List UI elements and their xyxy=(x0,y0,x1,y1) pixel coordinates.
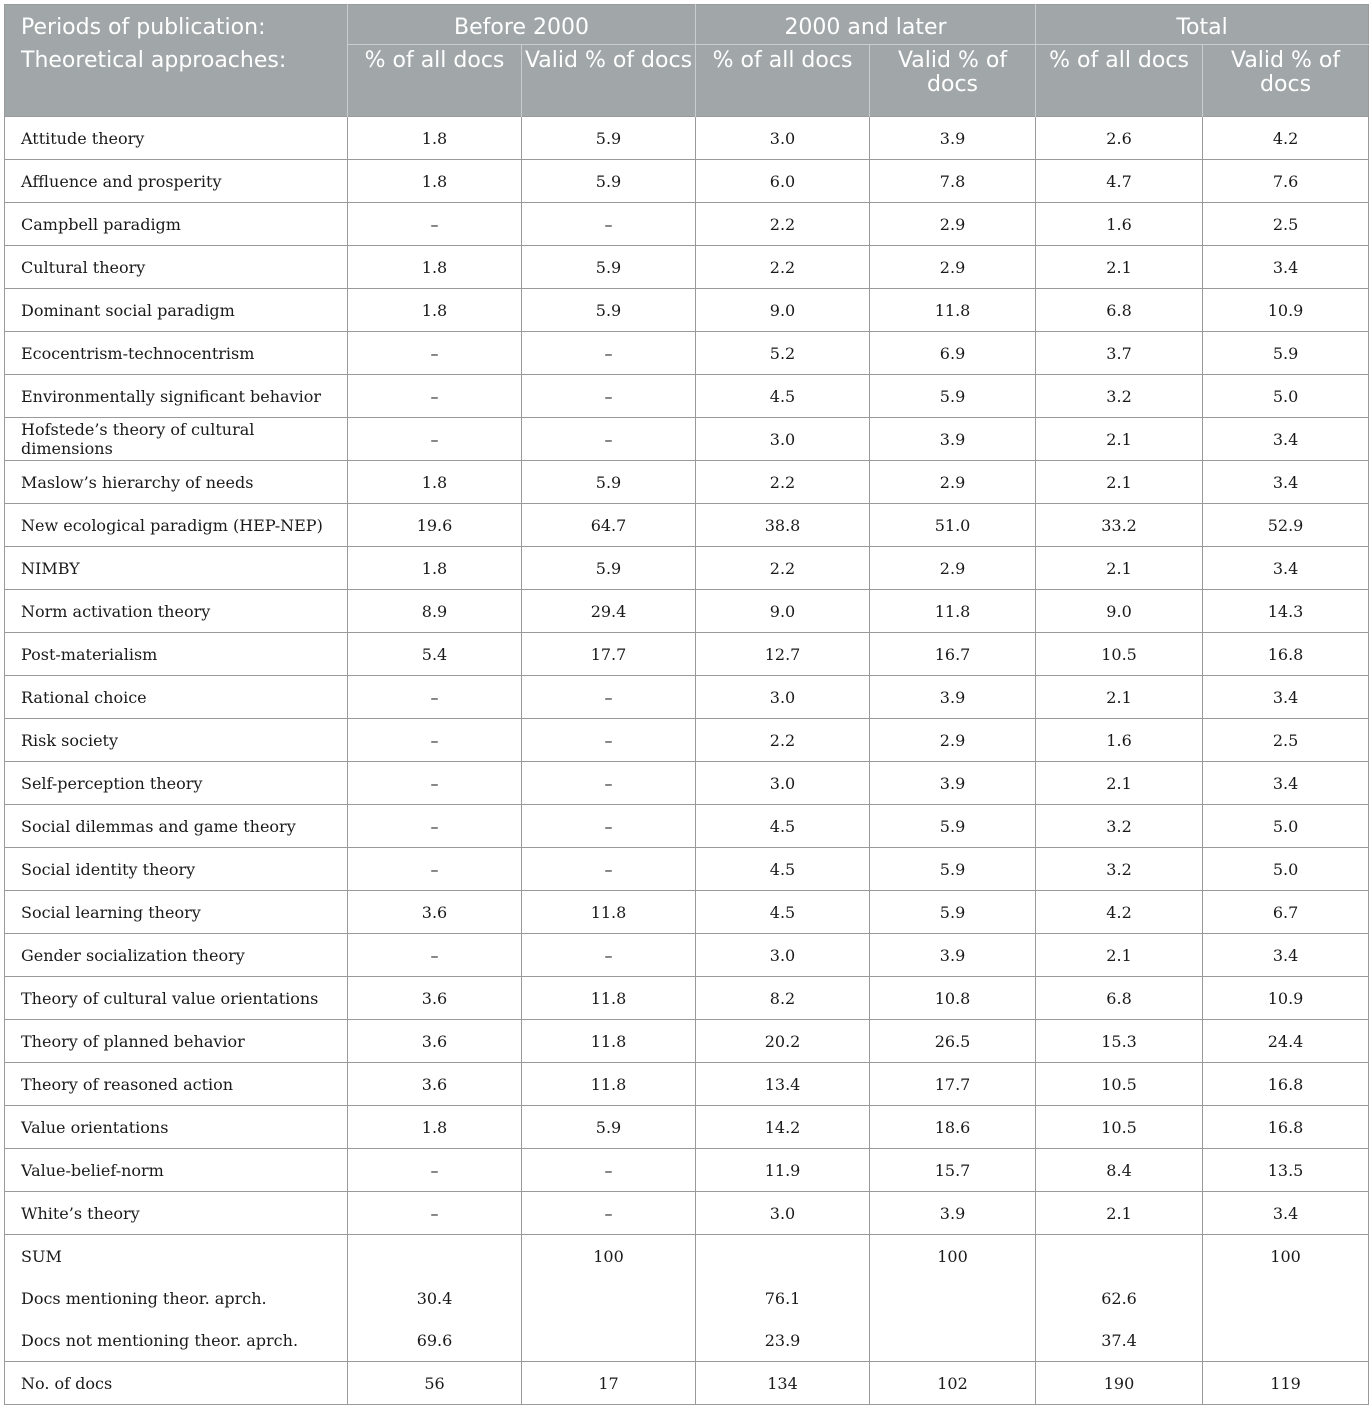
subheader-later-valid: Valid % of docs xyxy=(870,45,1036,117)
row-value: 17 xyxy=(522,1362,696,1405)
row-value: 4.5 xyxy=(696,848,870,891)
table-row xyxy=(5,1106,1369,1149)
table-row xyxy=(5,848,1369,891)
row-value: 10.8 xyxy=(870,977,1036,1020)
row-value: 3.2 xyxy=(1036,375,1203,418)
row-label: Theory of reasoned action xyxy=(5,1063,348,1106)
row-value: 11.8 xyxy=(522,1063,696,1106)
row-value: 26.5 xyxy=(870,1020,1036,1063)
row-value: 2.5 xyxy=(1203,719,1369,762)
row-value: 14.3 xyxy=(1203,590,1369,633)
subheader-before-all: % of all docs xyxy=(348,45,522,117)
table-row xyxy=(5,977,1369,1020)
row-value: 11.8 xyxy=(870,289,1036,332)
row-value: 5.9 xyxy=(870,848,1036,891)
row-value: – xyxy=(522,848,696,891)
row-value: 16.8 xyxy=(1203,633,1369,676)
row-value: 5.9 xyxy=(522,117,696,160)
row-value: 37.4 xyxy=(1036,1320,1203,1362)
row-value: 119 xyxy=(1203,1362,1369,1405)
approaches-label: Theoretical approaches: xyxy=(5,45,348,117)
row-value: 3.7 xyxy=(1036,332,1203,375)
row-value: – xyxy=(348,719,522,762)
row-label: New ecological paradigm (HEP-NEP) xyxy=(5,504,348,547)
row-value: – xyxy=(348,848,522,891)
row-label: Hofstede’s theory of cultural dimensions xyxy=(5,418,348,461)
row-value: 10.5 xyxy=(1036,633,1203,676)
row-value: 5.0 xyxy=(1203,848,1369,891)
row-value: 8.2 xyxy=(696,977,870,1020)
row-value: 2.2 xyxy=(696,719,870,762)
row-value: – xyxy=(348,762,522,805)
row-label: Cultural theory xyxy=(5,246,348,289)
table-row xyxy=(5,590,1369,633)
row-value: 2.6 xyxy=(1036,117,1203,160)
row-value: 3.6 xyxy=(348,891,522,934)
row-value: 38.8 xyxy=(696,504,870,547)
row-value: 56 xyxy=(348,1362,522,1405)
row-value: 3.6 xyxy=(348,1020,522,1063)
row-value: – xyxy=(522,719,696,762)
row-value: 3.2 xyxy=(1036,848,1203,891)
row-value: 2.2 xyxy=(696,547,870,590)
row-value: 64.7 xyxy=(522,504,696,547)
row-value: – xyxy=(522,762,696,805)
row-value: – xyxy=(348,934,522,977)
row-value: – xyxy=(522,418,696,461)
row-value: 76.1 xyxy=(696,1278,870,1320)
row-value: 6.7 xyxy=(1203,891,1369,934)
row-value: 7.6 xyxy=(1203,160,1369,203)
row-value: 3.9 xyxy=(870,418,1036,461)
row-label: Docs not mentioning theor. aprch. xyxy=(5,1320,348,1362)
row-value xyxy=(1036,1235,1203,1278)
row-value: 2.1 xyxy=(1036,547,1203,590)
row-value xyxy=(870,1320,1036,1362)
table-row xyxy=(5,160,1369,203)
row-value xyxy=(1203,1278,1369,1320)
row-value xyxy=(696,1235,870,1278)
theoretical-approaches-table xyxy=(4,4,1369,1405)
row-value: 4.5 xyxy=(696,375,870,418)
row-value: 3.9 xyxy=(870,762,1036,805)
row-value: 3.6 xyxy=(348,1063,522,1106)
row-label: Maslow’s hierarchy of needs xyxy=(5,461,348,504)
table-row xyxy=(5,1320,1369,1362)
row-value: 16.8 xyxy=(1203,1106,1369,1149)
row-value: 5.9 xyxy=(522,461,696,504)
row-value: – xyxy=(522,375,696,418)
row-value: 100 xyxy=(522,1235,696,1278)
row-value xyxy=(522,1320,696,1362)
row-value: 13.5 xyxy=(1203,1149,1369,1192)
row-value: – xyxy=(348,418,522,461)
table-row xyxy=(5,1362,1369,1405)
row-value: – xyxy=(522,805,696,848)
row-value: 6.0 xyxy=(696,160,870,203)
row-value: 102 xyxy=(870,1362,1036,1405)
row-value: 51.0 xyxy=(870,504,1036,547)
row-value: 3.4 xyxy=(1203,762,1369,805)
row-value: 11.8 xyxy=(522,1020,696,1063)
row-value: 5.2 xyxy=(696,332,870,375)
row-value: – xyxy=(522,1149,696,1192)
row-value: 3.0 xyxy=(696,1192,870,1235)
table-row xyxy=(5,418,1369,461)
row-value: – xyxy=(522,1192,696,1235)
row-value: 23.9 xyxy=(696,1320,870,1362)
row-value: 5.9 xyxy=(870,891,1036,934)
row-label: Environmentally significant behavior xyxy=(5,375,348,418)
row-value xyxy=(522,1278,696,1320)
row-label: Social dilemmas and game theory xyxy=(5,805,348,848)
row-value: 18.6 xyxy=(870,1106,1036,1149)
row-value: 3.9 xyxy=(870,1192,1036,1235)
row-value: 24.4 xyxy=(1203,1020,1369,1063)
row-value: 10.5 xyxy=(1036,1106,1203,1149)
row-value: 33.2 xyxy=(1036,504,1203,547)
row-value: – xyxy=(348,1192,522,1235)
row-value: 2.5 xyxy=(1203,203,1369,246)
row-value: 1.8 xyxy=(348,246,522,289)
row-value: 10.9 xyxy=(1203,289,1369,332)
row-value: 1.8 xyxy=(348,461,522,504)
row-value: 3.9 xyxy=(870,934,1036,977)
row-value: – xyxy=(348,805,522,848)
group-before-2000: Before 2000 xyxy=(348,5,696,45)
row-value: 2.1 xyxy=(1036,418,1203,461)
row-value: – xyxy=(522,332,696,375)
row-label: Theory of planned behavior xyxy=(5,1020,348,1063)
row-value: 5.9 xyxy=(522,246,696,289)
row-value: – xyxy=(348,332,522,375)
group-total: Total xyxy=(1036,5,1369,45)
row-value: 5.9 xyxy=(522,289,696,332)
row-value: 1.8 xyxy=(348,117,522,160)
row-value: 100 xyxy=(1203,1235,1369,1278)
row-value: 16.8 xyxy=(1203,1063,1369,1106)
subheader-total-all: % of all docs xyxy=(1036,45,1203,117)
row-value: 17.7 xyxy=(522,633,696,676)
table-header xyxy=(5,5,1369,117)
row-value: 9.0 xyxy=(1036,590,1203,633)
row-label: Ecocentrism-technocentrism xyxy=(5,332,348,375)
row-value: 1.8 xyxy=(348,289,522,332)
row-value: 3.0 xyxy=(696,418,870,461)
row-value: 2.9 xyxy=(870,719,1036,762)
row-value: 4.5 xyxy=(696,805,870,848)
row-label: Norm activation theory xyxy=(5,590,348,633)
row-value: 6.8 xyxy=(1036,289,1203,332)
table-row xyxy=(5,934,1369,977)
row-value xyxy=(348,1235,522,1278)
row-value: 8.4 xyxy=(1036,1149,1203,1192)
row-value: – xyxy=(522,676,696,719)
row-label: White’s theory xyxy=(5,1192,348,1235)
row-value: 5.9 xyxy=(522,1106,696,1149)
row-value: 3.2 xyxy=(1036,805,1203,848)
group-2000-and-later: 2000 and later xyxy=(696,5,1036,45)
row-value: 3.0 xyxy=(696,934,870,977)
row-value: 10.5 xyxy=(1036,1063,1203,1106)
row-value: 9.0 xyxy=(696,590,870,633)
row-value: 5.0 xyxy=(1203,805,1369,848)
row-value: 2.2 xyxy=(696,203,870,246)
subheader-later-all: % of all docs xyxy=(696,45,870,117)
row-value: 6.9 xyxy=(870,332,1036,375)
row-value: 1.8 xyxy=(348,547,522,590)
table-row xyxy=(5,1063,1369,1106)
row-value: 190 xyxy=(1036,1362,1203,1405)
row-value: 134 xyxy=(696,1362,870,1405)
row-label: NIMBY xyxy=(5,547,348,590)
row-value: 10.9 xyxy=(1203,977,1369,1020)
table-row xyxy=(5,676,1369,719)
row-value: 3.4 xyxy=(1203,547,1369,590)
row-value xyxy=(870,1278,1036,1320)
table-row xyxy=(5,1278,1369,1320)
row-value: 2.1 xyxy=(1036,676,1203,719)
table-row xyxy=(5,633,1369,676)
row-value: 3.9 xyxy=(870,676,1036,719)
row-value: – xyxy=(348,676,522,719)
table-row xyxy=(5,461,1369,504)
row-label: Rational choice xyxy=(5,676,348,719)
table-row xyxy=(5,719,1369,762)
row-value: 69.6 xyxy=(348,1320,522,1362)
row-value: 5.9 xyxy=(870,805,1036,848)
row-value: 29.4 xyxy=(522,590,696,633)
row-label: No. of docs xyxy=(5,1362,348,1405)
row-value: 14.2 xyxy=(696,1106,870,1149)
row-value: 3.4 xyxy=(1203,934,1369,977)
row-value: 2.1 xyxy=(1036,1192,1203,1235)
table-row xyxy=(5,246,1369,289)
subheader-before-valid: Valid % of docs xyxy=(522,45,696,117)
row-value: – xyxy=(522,203,696,246)
row-value: 15.7 xyxy=(870,1149,1036,1192)
table-row xyxy=(5,504,1369,547)
row-value: 16.7 xyxy=(870,633,1036,676)
row-value: 1.6 xyxy=(1036,719,1203,762)
row-value: – xyxy=(348,375,522,418)
row-value: 2.9 xyxy=(870,547,1036,590)
row-value: 3.9 xyxy=(870,117,1036,160)
table-row xyxy=(5,762,1369,805)
row-value: 5.9 xyxy=(1203,332,1369,375)
row-value: 11.8 xyxy=(870,590,1036,633)
row-value: 5.4 xyxy=(348,633,522,676)
table-row xyxy=(5,547,1369,590)
subheader-total-valid: Valid % of docs xyxy=(1203,45,1369,117)
row-value: 1.8 xyxy=(348,160,522,203)
row-value: 4.2 xyxy=(1203,117,1369,160)
row-value: 3.4 xyxy=(1203,418,1369,461)
row-label: Post-materialism xyxy=(5,633,348,676)
row-value: 3.4 xyxy=(1203,676,1369,719)
row-value: 2.2 xyxy=(696,246,870,289)
row-value: 1.6 xyxy=(1036,203,1203,246)
table-body xyxy=(5,117,1369,1405)
table-row xyxy=(5,1149,1369,1192)
row-value: 9.0 xyxy=(696,289,870,332)
row-value: 6.8 xyxy=(1036,977,1203,1020)
row-value: 2.1 xyxy=(1036,762,1203,805)
row-label: Gender socialization theory xyxy=(5,934,348,977)
row-value: 12.7 xyxy=(696,633,870,676)
row-value: 30.4 xyxy=(348,1278,522,1320)
row-value: 7.8 xyxy=(870,160,1036,203)
row-label: Dominant social paradigm xyxy=(5,289,348,332)
row-value: – xyxy=(348,203,522,246)
row-value xyxy=(1203,1320,1369,1362)
row-value: 2.1 xyxy=(1036,461,1203,504)
row-value: – xyxy=(348,1149,522,1192)
row-label: Campbell paradigm xyxy=(5,203,348,246)
table-row xyxy=(5,1192,1369,1235)
row-value: – xyxy=(522,934,696,977)
row-value: 5.9 xyxy=(522,547,696,590)
row-value: 2.2 xyxy=(696,461,870,504)
row-value: 2.1 xyxy=(1036,246,1203,289)
row-value: 15.3 xyxy=(1036,1020,1203,1063)
row-value: 2.1 xyxy=(1036,934,1203,977)
row-value: 20.2 xyxy=(696,1020,870,1063)
row-value: 2.9 xyxy=(870,246,1036,289)
periods-label: Periods of publication: xyxy=(5,5,348,45)
row-value: 62.6 xyxy=(1036,1278,1203,1320)
row-value: 8.9 xyxy=(348,590,522,633)
row-label: Risk society xyxy=(5,719,348,762)
row-label: Value-belief-norm xyxy=(5,1149,348,1192)
row-label: Self-perception theory xyxy=(5,762,348,805)
row-value: 5.9 xyxy=(522,160,696,203)
row-value: 19.6 xyxy=(348,504,522,547)
row-value: 52.9 xyxy=(1203,504,1369,547)
row-value: 5.9 xyxy=(870,375,1036,418)
row-value: 11.8 xyxy=(522,891,696,934)
row-value: 11.8 xyxy=(522,977,696,1020)
row-value: 4.2 xyxy=(1036,891,1203,934)
row-value: 4.5 xyxy=(696,891,870,934)
table-row xyxy=(5,203,1369,246)
table-row xyxy=(5,289,1369,332)
row-value: 3.0 xyxy=(696,762,870,805)
row-value: 3.6 xyxy=(348,977,522,1020)
table-row xyxy=(5,805,1369,848)
row-label: Social identity theory xyxy=(5,848,348,891)
row-value: 3.4 xyxy=(1203,246,1369,289)
table-row xyxy=(5,891,1369,934)
row-value: 13.4 xyxy=(696,1063,870,1106)
row-label: Affluence and prosperity xyxy=(5,160,348,203)
row-value: 4.7 xyxy=(1036,160,1203,203)
row-label: Attitude theory xyxy=(5,117,348,160)
row-label: Social learning theory xyxy=(5,891,348,934)
row-label: Theory of cultural value orientations xyxy=(5,977,348,1020)
row-value: 17.7 xyxy=(870,1063,1036,1106)
row-label: SUM xyxy=(5,1235,348,1278)
row-value: 2.9 xyxy=(870,203,1036,246)
row-value: 11.9 xyxy=(696,1149,870,1192)
table-row xyxy=(5,1020,1369,1063)
row-value: 3.4 xyxy=(1203,461,1369,504)
row-value: 3.4 xyxy=(1203,1192,1369,1235)
table-row xyxy=(5,1235,1369,1278)
row-value: 1.8 xyxy=(348,1106,522,1149)
row-value: 100 xyxy=(870,1235,1036,1278)
row-value: 5.0 xyxy=(1203,375,1369,418)
table-row xyxy=(5,375,1369,418)
row-label: Value orientations xyxy=(5,1106,348,1149)
table-row xyxy=(5,117,1369,160)
row-value: 3.0 xyxy=(696,117,870,160)
row-label: Docs mentioning theor. aprch. xyxy=(5,1278,348,1320)
table-row xyxy=(5,332,1369,375)
row-value: 3.0 xyxy=(696,676,870,719)
row-value: 2.9 xyxy=(870,461,1036,504)
